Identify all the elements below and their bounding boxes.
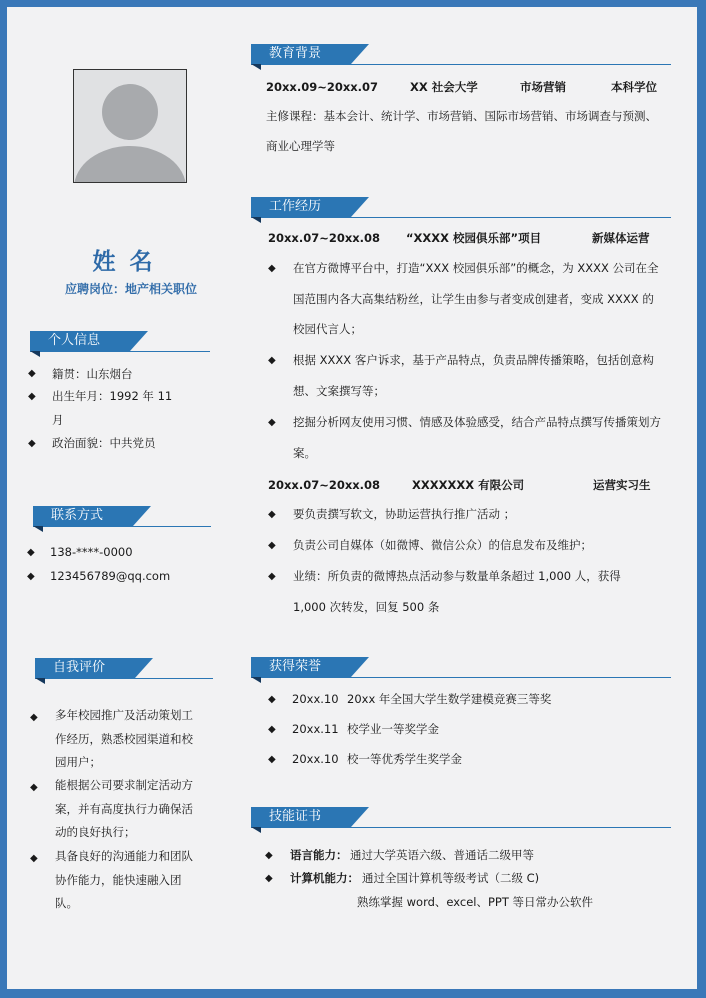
honor-date: 20xx.10 bbox=[292, 692, 339, 706]
self-eval-item: 能根据公司要求制定活动方案，并有高度执行力确保活动的良好执行； bbox=[55, 778, 193, 839]
work-role: 运营实习生 bbox=[593, 478, 651, 492]
section-title: 自我评价 bbox=[35, 658, 135, 678]
section-header-work bbox=[251, 197, 671, 219]
work-period: 20xx.07~20xx.08 bbox=[268, 478, 381, 492]
bullet-icon: ◆ bbox=[28, 438, 36, 449]
bullet-icon: ◆ bbox=[268, 355, 276, 366]
phone: 138-****-0000 bbox=[50, 545, 133, 559]
work-item: 业绩：所负责的微博热点活动参与数量单条超过 1,000 人，获得 1,000 次转发，回复 500 条 bbox=[293, 569, 621, 614]
honor-date: 20xx.11 bbox=[292, 722, 339, 736]
bullet-icon: ◆ bbox=[268, 263, 276, 274]
section-header-honors bbox=[251, 657, 671, 679]
resume-page bbox=[7, 7, 697, 989]
work-role: 新媒体运营 bbox=[592, 231, 650, 245]
section-header-contact bbox=[33, 506, 211, 528]
skill-computer-label: 计算机能力： bbox=[290, 871, 359, 885]
honor-date: 20xx.10 bbox=[292, 752, 339, 766]
birth-date-cont: 月 bbox=[52, 413, 64, 427]
section-header-education bbox=[251, 44, 671, 66]
honor-text: 校一等优秀学生奖学金 bbox=[347, 752, 462, 766]
work-period: 20xx.07~20xx.08 bbox=[268, 231, 381, 245]
edu-period: 20xx.09~20xx.07 bbox=[266, 80, 379, 94]
bullet-icon: ◆ bbox=[268, 754, 276, 765]
edu-courses-cont: 商业心理学等 bbox=[266, 139, 335, 153]
skill-computer-text: 通过全国计算机等级考试（二级 C) bbox=[362, 871, 540, 885]
bullet-icon: ◆ bbox=[27, 571, 35, 582]
work-item: 负责公司自媒体（如微博、微信公众）的信息发布及维护； bbox=[293, 538, 592, 552]
edu-courses: 主修课程：基本会计、统计学、市场营销、国际市场营销、市场调查与预测、 bbox=[266, 109, 657, 123]
work-item: 在官方微博平台中，打造“XXX 校园俱乐部”的概念，为 XXXX 公司在全国范围内各大高集结粉丝，让学生由参与者变成创建者，变成 XXXX 的校园代言人； bbox=[293, 261, 659, 336]
bullet-icon: ◆ bbox=[268, 509, 276, 520]
section-title: 获得荣誉 bbox=[251, 657, 351, 677]
bullet-icon: ◆ bbox=[265, 850, 273, 861]
edu-school: XX 社会大学 bbox=[410, 80, 478, 94]
work-org: XXXXXXX 有限公司 bbox=[412, 478, 525, 492]
skill-lang-label: 语言能力： bbox=[290, 848, 348, 862]
bullet-icon: ◆ bbox=[268, 724, 276, 735]
bullet-icon: ◆ bbox=[268, 417, 276, 428]
bullet-icon: ◆ bbox=[27, 547, 35, 558]
bullet-icon: ◆ bbox=[30, 712, 38, 723]
section-title: 联系方式 bbox=[33, 506, 133, 526]
bullet-icon: ◆ bbox=[28, 391, 36, 402]
person-silhouette-icon bbox=[74, 70, 186, 182]
work-item: 根据 XXXX 客户诉求，基于产品特点，负责品牌传播策略，包括创意构想、文案撰写等； bbox=[293, 353, 654, 398]
candidate-name: 姓名 bbox=[92, 249, 167, 275]
skill-computer-text-2: 熟练掌握 word、excel、PPT 等日常办公软件 bbox=[357, 895, 594, 909]
bullet-icon: ◆ bbox=[268, 571, 276, 582]
political-status: 政治面貌：中共党员 bbox=[52, 436, 156, 450]
bullet-icon: ◆ bbox=[268, 540, 276, 551]
bullet-icon: ◆ bbox=[28, 368, 36, 379]
bullet-icon: ◆ bbox=[30, 782, 38, 793]
section-title: 教育背景 bbox=[251, 44, 351, 64]
work-item: 要负责撰写软文，协助运营执行推广活动 ； bbox=[293, 507, 516, 521]
section-header-self bbox=[35, 658, 213, 680]
email: 123456789@qq.com bbox=[50, 569, 171, 583]
avatar-photo bbox=[73, 69, 187, 183]
bullet-icon: ◆ bbox=[268, 694, 276, 705]
section-header-skills bbox=[251, 807, 671, 829]
bullet-icon: ◆ bbox=[265, 873, 273, 884]
edu-degree: 本科学位 bbox=[611, 80, 657, 94]
section-title: 工作经历 bbox=[251, 197, 351, 217]
self-eval-item: 具备良好的沟通能力和团队协作能力，能快速融入团队。 bbox=[55, 849, 193, 910]
skill-lang-text: 通过大学英语六级、普通话二级甲等 bbox=[350, 848, 534, 862]
self-eval-item: 多年校园推广及活动策划工作经历，熟悉校园渠道和校园用户； bbox=[55, 708, 193, 769]
work-item: 挖掘分析网友使用习惯、情感及体验感受，结合产品特点撰写传播策划方案。 bbox=[293, 415, 661, 460]
edu-major: 市场营销 bbox=[520, 80, 566, 94]
hometown: 籍贯：山东烟台 bbox=[52, 367, 133, 381]
section-header-personal bbox=[30, 331, 210, 353]
birth-date: 出生年月：1992 年 11 bbox=[52, 389, 173, 403]
honor-text: 校学业一等奖学金 bbox=[347, 722, 439, 736]
section-title: 个人信息 bbox=[30, 331, 130, 351]
work-org: “XXXX 校园俱乐部”项目 bbox=[406, 231, 542, 245]
section-title: 技能证书 bbox=[251, 807, 351, 827]
honor-text: 20xx 年全国大学生数学建模竞赛三等奖 bbox=[347, 692, 552, 706]
job-target: 应聘岗位：地产相关职位 bbox=[65, 282, 198, 296]
bullet-icon: ◆ bbox=[30, 853, 38, 864]
